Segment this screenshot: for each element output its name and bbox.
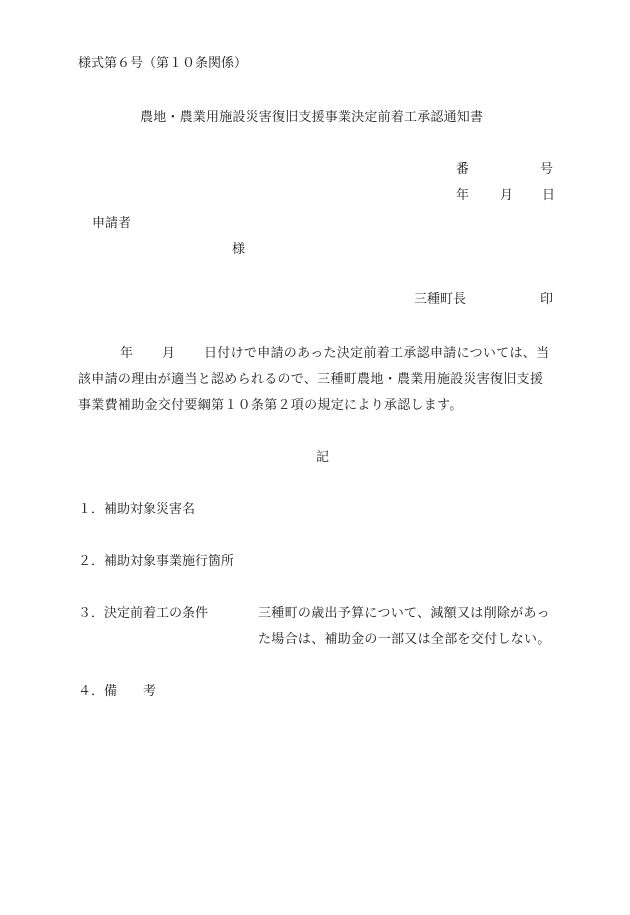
applicant-label: 申請者 — [92, 216, 132, 231]
applicant-honorific: 様 — [232, 242, 246, 257]
body-line-2: 該申請の理由が適当と認められるので、三種町農地・農業用施設災害復旧支援 — [78, 372, 544, 387]
item-1-label: １．補助対象災害名 — [78, 502, 196, 517]
item-4-label: ４．備 考 — [78, 684, 157, 699]
number-label: 番 — [456, 162, 470, 177]
body-line-1: 日付けで申請のあった決定前着工承認申請については、当 — [204, 346, 550, 361]
body-year: 年 — [120, 346, 134, 361]
item-3-label: ３．決定前着工の条件 — [78, 606, 209, 621]
item-2-label: ２．補助対象事業施行箇所 — [78, 554, 235, 569]
form-number: 様式第６号（第１０条関係） — [78, 56, 248, 71]
body-line-3: 事業費補助金交付要綱第１０条第２項の規定により承認します。 — [78, 398, 463, 413]
issuer-seal: 印 — [540, 292, 554, 307]
date-day-label: 日 — [542, 188, 556, 203]
issuer-name: 三種町長 — [414, 292, 467, 307]
ki-heading: 記 — [316, 450, 330, 465]
item-3-content-line-2: た場合は、補助金の一部又は全部を交付しない。 — [258, 632, 551, 647]
date-month-label: 月 — [500, 188, 514, 203]
item-3-content-line-1: 三種町の歳出予算について、減額又は削除があっ — [258, 606, 550, 621]
document-title: 農地・農業用施設災害復旧支援事業決定前着工承認通知書 — [140, 110, 484, 125]
date-year-label: 年 — [456, 188, 470, 203]
body-month: 月 — [162, 346, 176, 361]
number-suffix: 号 — [540, 162, 554, 177]
